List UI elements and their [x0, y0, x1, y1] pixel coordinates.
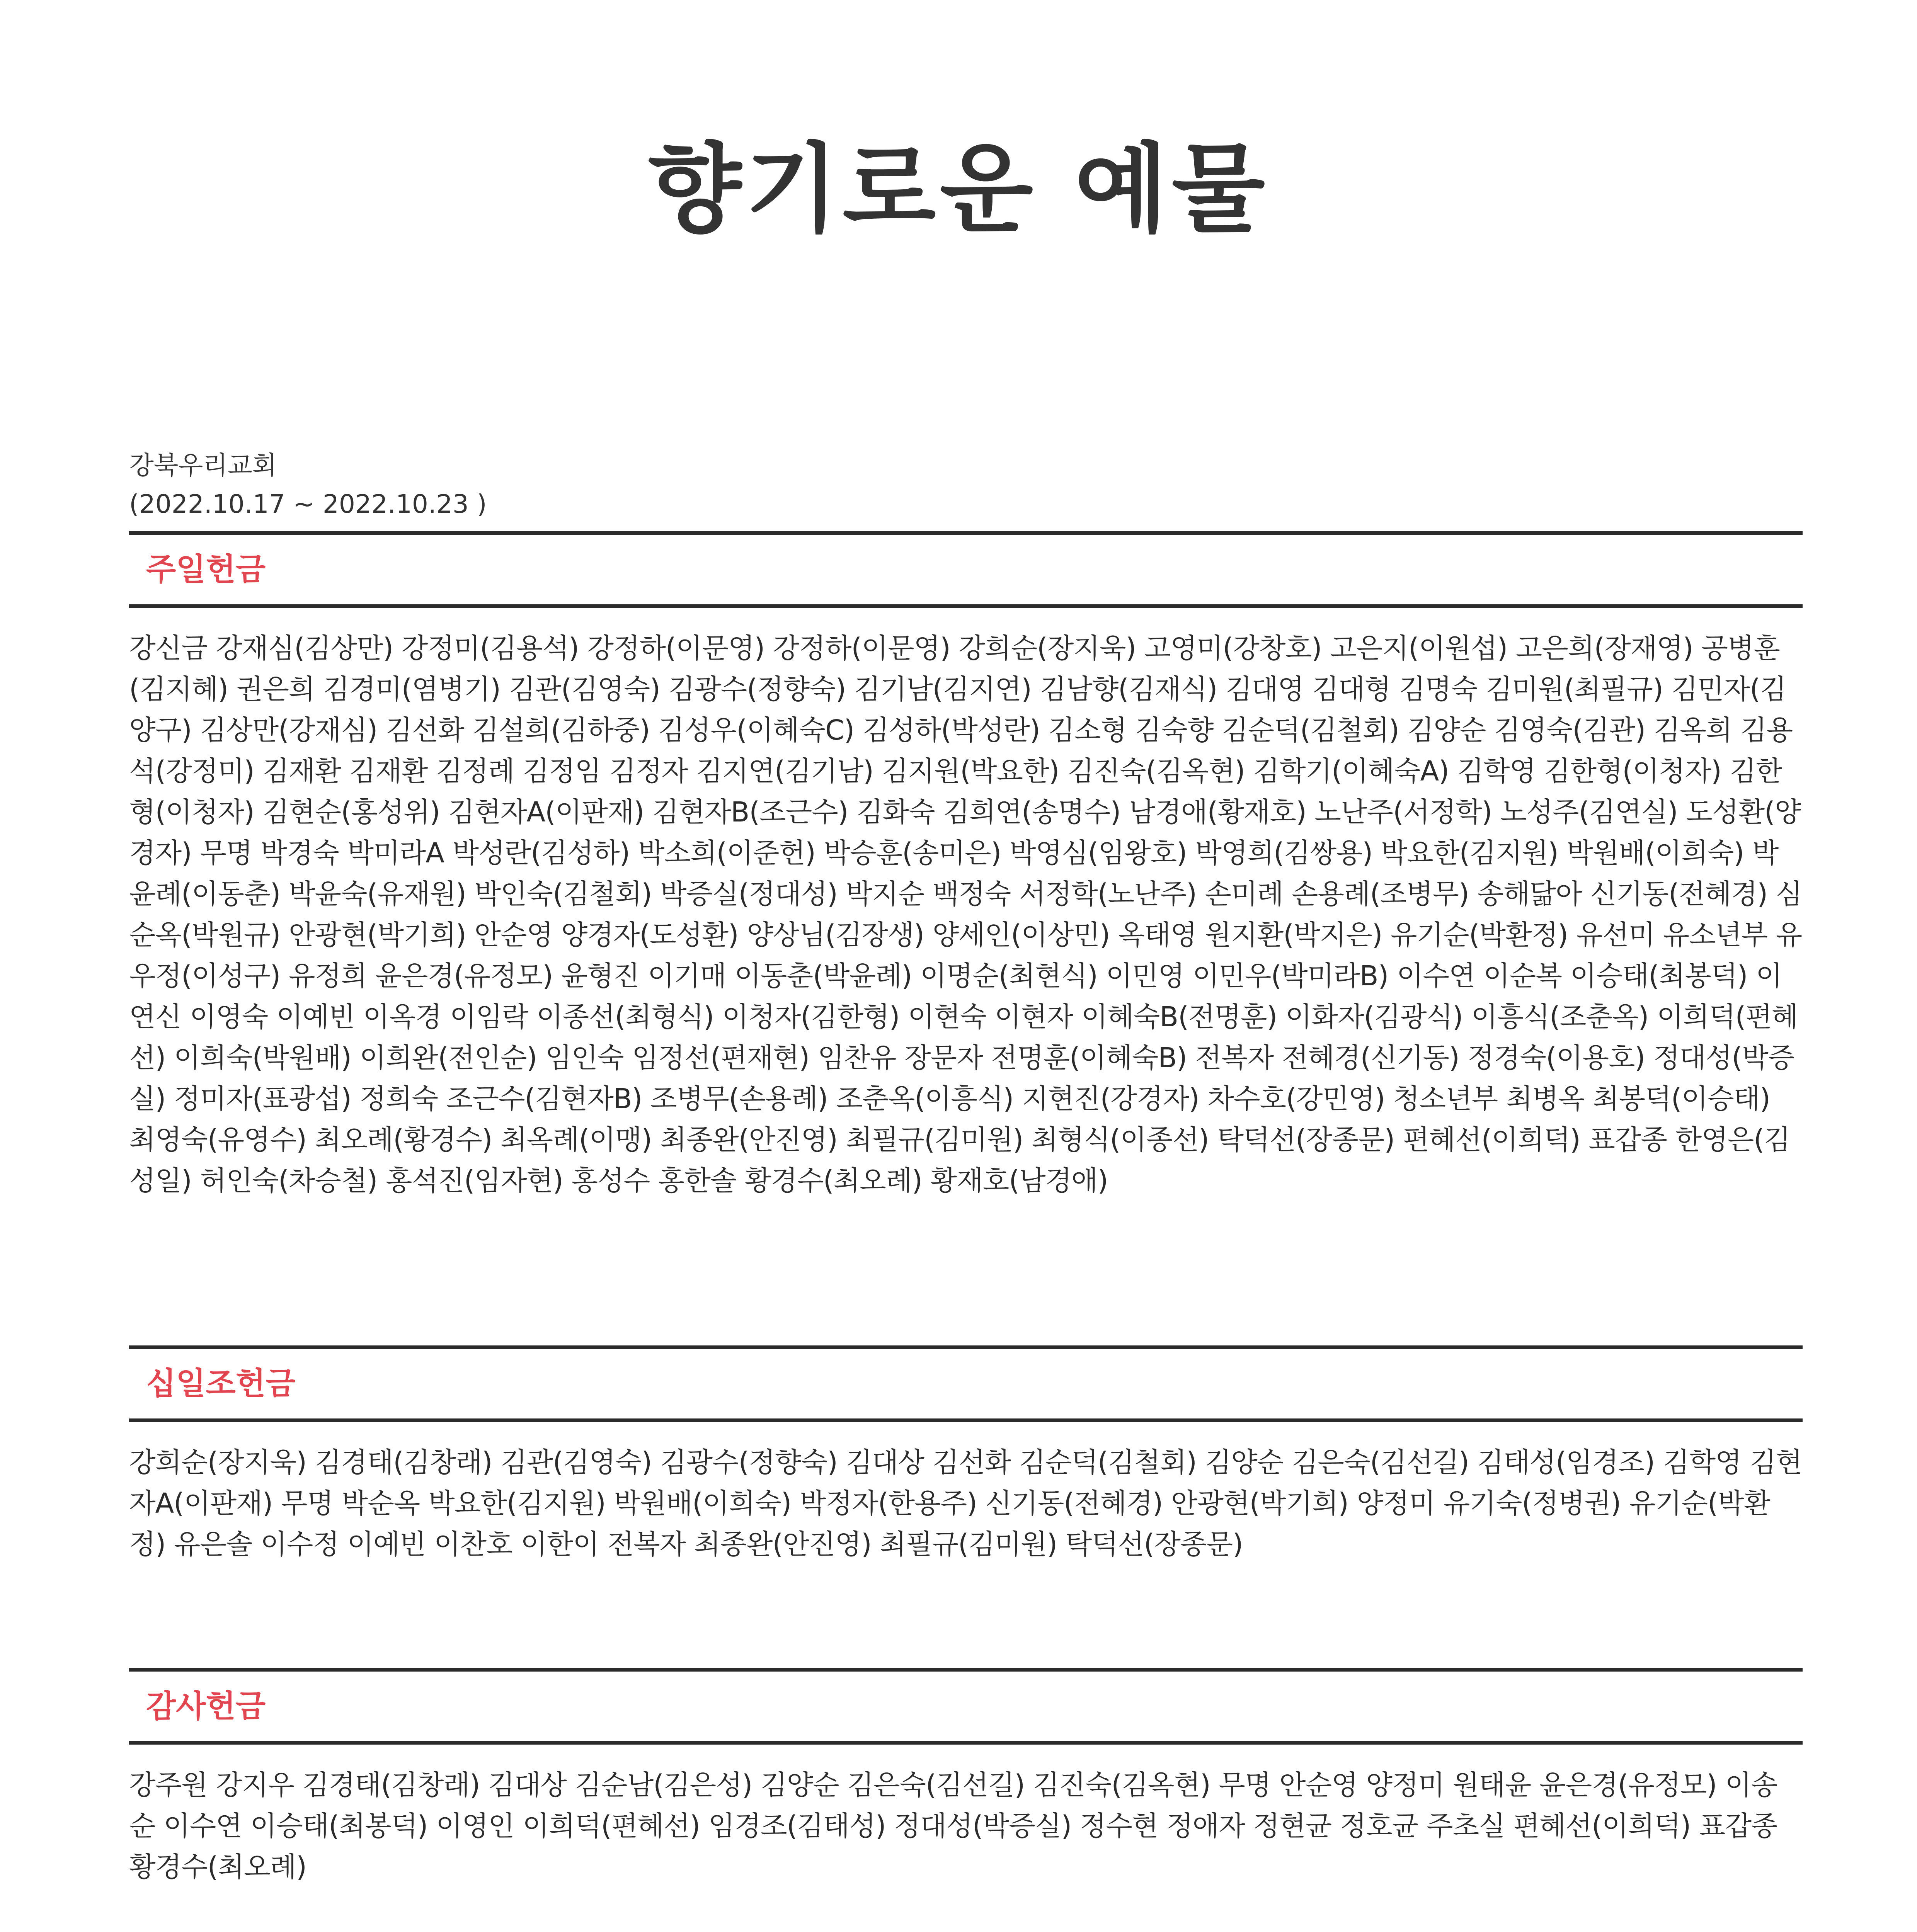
page-title: 향기로운 예물 — [648, 133, 1269, 245]
section-tithe-offering — [129, 1345, 1803, 1565]
section-title: 감사헌금 — [146, 1688, 266, 1724]
section-title-rule — [129, 604, 1803, 608]
section-thanksgiving-offering — [129, 1668, 1803, 1888]
date-period: (2022.10.17 ~ 2022.10.23 ) — [129, 489, 487, 519]
section-title-rule — [129, 1741, 1803, 1745]
section-title-rule — [129, 1418, 1803, 1422]
donor-names: 강신금 강재심(김상만) 강정미(김용석) 강정하(이문영) 강정하(이문영) 강희순(장지욱) 고영미(강창호) 고은지(이원섭) 고은희(장재영) 공병훈(김지혜) 권은희 김경미(염병기) 김관(김영숙) 김광수(정향숙) 김기남(김지연) 김남향(김재식) 김대영 김대형 김명숙 김미원(최필규) 김민자(김양구) 김상만(강재심) 김선화 김설희(김하중) 김성우(이혜숙C) 김성하(박성란) 김소형 김숙향 김순덕(김철회) 김양순 김영숙(김관) 김옥희 김용석(강정미) 김재환 김재환 김정례 김정임 김정자 김지연(김기남) 김지원(박요한) 김진숙(김옥현) 김학기(이혜숙A) 김학영 김한형(이청자) 김한형(이청자) 김현순(홍성위) 김현자A(이판재) 김현자B(조근수) 김화숙 김희연(송명수) 남경애(황재호) 노난주(서정학) 노성주(김연실) 도성환(양경자) 무명 박경숙 박미라A 박성란(김성하) 박소희(이준헌) 박승훈(송미은) 박영심(임왕호) 박영희(김쌍용) 박요한(김지원) 박원배(이희숙) 박윤례(이동춘) 박윤숙(유재원) 박인숙(김철회) 박증실(정대성) 박지순 백정숙 서정학(노난주) 손미례 손용례(조병무) 송해닮아 신기동(전혜경) 심순옥(박원규) 안광현(박기희) 안순영 양경자(도성환) 양상님(김장생) 양세인(이상민) 옥태영 원지환(박지은) 유기순(박환정) 유선미 유소년부 유우정(이성구) 유정희 윤은경(유정모) 윤형진 이기매 이동춘(박윤례) 이명순(최현식) 이민영 이민우(박미라B) 이수연 이순복 이승태(최봉덕) 이연신 이영숙 이예빈 이옥경 이임락 이종선(최형식) 이청자(김한형) 이현숙 이현자 이혜숙B(전명훈) 이화자(김광식) 이흥식(조춘옥) 이희덕(편혜선) 이희숙(박원배) 이희완(전인순) 임인숙 임정선(편재현) 임찬유 장문자 전명훈(이혜숙B) 전복자 전혜경(신기동) 정경숙(이용호) 정대성(박증실) 정미자(표광섭) 정희숙 조근수(김현자B) 조병무(손용례) 조춘옥(이흥식) 지현진(강경자) 차수호(강민영) 청소년부 최병옥 최봉덕(이승태) 최영숙(유영수) 최오례(황경수) 최옥례(이맹) 최종완(안진영) 최필규(김미원) 최형식(이종선) 탁덕선(장종문) 편혜선(이희덕) 표갑종 한영은(김성일) 허인숙(차승철) 홍석진(임자현) 홍성수 홍한솔 황경수(최오례) 황재호(남경애) — [129, 632, 1802, 1197]
section-top-rule — [129, 531, 1803, 535]
donor-names: 강희순(장지욱) 김경태(김창래) 김관(김영숙) 김광수(정향숙) 김대상 김선화 김순덕(김철회) 김양순 김은숙(김선길) 김태성(임경조) 김학영 김현자A(이판재) 무명 박순옥 박요한(김지원) 박원배(이희숙) 박정자(한용주) 신기동(전혜경) 안광현(박기희) 양정미 유기숙(정병권) 유기순(박환정) 유은솔 이수정 이예빈 이찬호 이한이 전복자 최종완(안진영) 최필규(김미원) 탁덕선(장종문) — [129, 1446, 1802, 1560]
church-name: 강북우리교회 — [129, 451, 277, 480]
section-top-rule — [129, 1668, 1803, 1672]
section-top-rule — [129, 1345, 1803, 1349]
section-title: 십일조헌금 — [146, 1366, 296, 1401]
section-title: 주일헌금 — [146, 551, 266, 587]
section-sunday-offering — [129, 531, 1803, 1201]
donor-names: 강주원 강지우 김경태(김창래) 김대상 김순남(김은성) 김양순 김은숙(김선길) 김진숙(김옥현) 무명 안순영 양정미 원태윤 윤은경(유정모) 이송순 이수연 이승태(최봉덕) 이영인 이희덕(편혜선) 임경조(김태성) 정대성(박증실) 정수현 정애자 정현균 정호균 주초실 편혜선(이희덕) 표갑종 황경수(최오례) — [129, 1769, 1777, 1883]
